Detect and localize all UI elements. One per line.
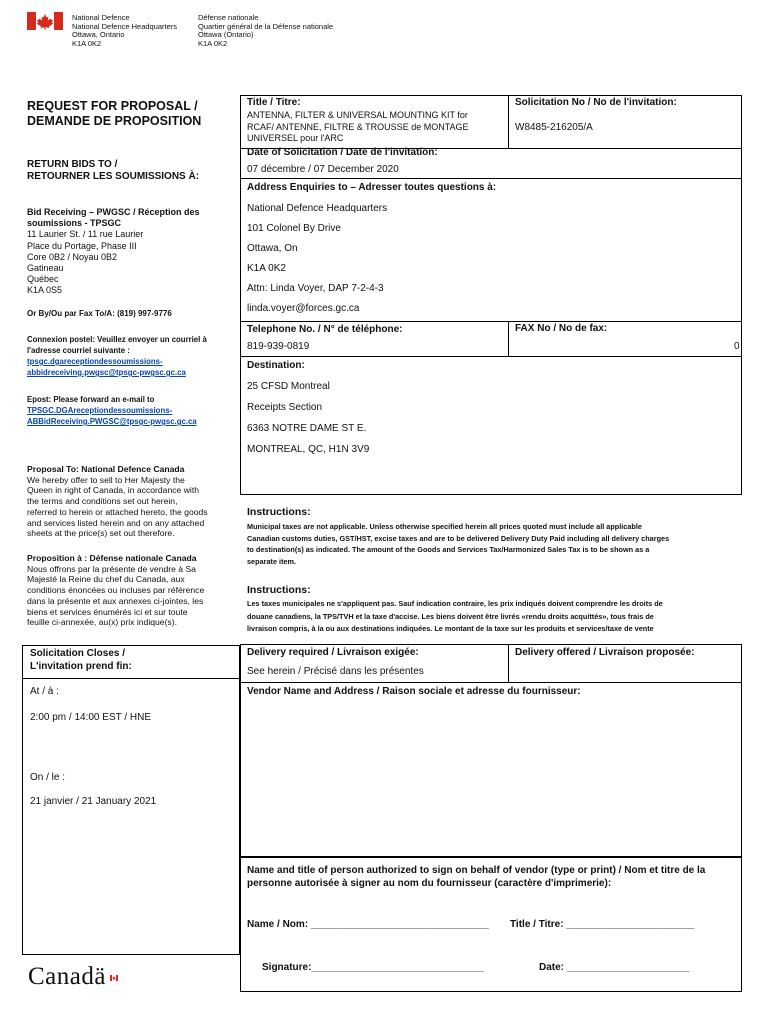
bid-receiving-address: Bid Receiving – PWGSC / Réception des soumissions - TPSGC 11 Laurier St. / 11 rue Laurier Place du Portage, Phase III Core 0B2 / Noyau 0B2 Gatineau Québec K1A 0S5 [27, 207, 200, 296]
closes-divider [22, 678, 240, 679]
solicitation-no-value: W8485-216205/A [515, 122, 593, 133]
divider [508, 321, 509, 356]
closes-time: 2:00 pm / 14:00 EST / HNE [30, 712, 151, 723]
vendor-name-address-field[interactable] [241, 700, 741, 856]
canada-wordmark-text: Canadä [28, 963, 106, 990]
delivery-offered-label: Delivery offered / Livraison proposée: [515, 647, 695, 658]
closes-date: 21 janvier / 21 January 2021 [30, 796, 157, 807]
closes-at-label: At / à : [30, 686, 59, 697]
solicitation-date-value: 07 décembre / 07 December 2020 [247, 164, 399, 175]
solicitation-no-label: Solicitation No / No de l'invitation: [515, 97, 677, 108]
connexion-postel: Connexion postel: Veuillez envoyer un courriel à l'adresse courriel suivante : tpsgc.dgareceptiondessoumissions- abbidreceiving.pwgsc@tpsgc-pwgsc.gc.ca [27, 335, 207, 377]
divider [240, 356, 742, 357]
proposition-a: Proposition à : Défense nationale Canada Nous offrons par la présente de vendre à Sa Majesté la Reine du chef du Canada, aux conditions énoncées ou incluses par référence dans la présente et aux annexes ci-jointes, les biens et services énumérés ici et sur toute feuille ci-annexée, au(x) prix indique(s). [27, 553, 205, 628]
address-enquiries-label: Address Enquiries to – Adresser toutes questions à: [247, 182, 497, 193]
header-fr: Défense nationale Quartier général de la Défense nationale Ottawa (Ontario) K1A 0K2 [198, 13, 334, 48]
address-enquiries-value: National Defence Headquarters 101 Colonel By Drive Ottawa, On K1A 0K2 Attn: Linda Voyer, DAP 7-2-4-3 linda.voyer@forces.gc.ca [247, 199, 387, 319]
title-value: ANTENNA, FILTER & UNIVERSAL MOUNTING KIT for RCAF/ ANTENNE, FILTRE & TROUSSE de MONTAGE UNIVERSEL pour l'ARC [247, 110, 469, 143]
fax-number: Or By/Ou par Fax To/A: (819) 997-9776 [27, 309, 172, 318]
delivery-required-value: See herein / Précisé dans les présentes [247, 666, 424, 677]
destination-label: Destination: [247, 360, 305, 371]
date-field[interactable]: Date: ______________________ [539, 962, 690, 973]
canada-flag-icon [27, 12, 63, 30]
signature-field[interactable]: Signature:_______________________________ [262, 962, 484, 973]
document-title: REQUEST FOR PROPOSAL / DEMANDE DE PROPOSITION [27, 99, 202, 128]
title-label: Title / Titre: [247, 97, 301, 108]
contact-email: linda.voyer@forces.gc.ca [247, 303, 360, 314]
fax-value: 0 [734, 341, 740, 352]
header-en: National Defence National Defence Headquarters Ottawa, Ontario K1A 0K2 [72, 13, 178, 48]
dept-name-fr: Défense nationale [198, 13, 259, 22]
dept-name-en: National Defence [72, 13, 130, 22]
vendor-name-address-label: Vendor Name and Address / Raison sociale et adresse du fournisseur: [247, 686, 581, 697]
delivery-required-label: Delivery required / Livraison exigée: [247, 647, 419, 658]
name-field[interactable]: Name / Nom: ________________________________ [247, 919, 489, 930]
return-bids-heading: RETURN BIDS TO / RETOURNER LES SOUMISSIONS À: [27, 159, 200, 182]
divider [508, 644, 509, 682]
instructions-fr-title: Instructions: [247, 584, 311, 596]
solicitation-closes-label: Solicitation Closes / L'invitation prend fin: [30, 648, 132, 672]
connexion-email-link[interactable]: tpsgc.dgareceptiondessoumissions- abbidreceiving.pwgsc@tpsgc-pwgsc.gc.ca [27, 357, 186, 377]
canada-wordmark [28, 963, 106, 997]
instructions-en-title: Instructions: [247, 506, 311, 518]
divider [508, 95, 509, 148]
instructions-fr-text: Les taxes municipales ne s'appliquent pas. Sauf indication contraire, les prix indiqués doivent comprendre les droits de douane canadiens, la TPS/TVH et la taxe d'accise. Les biens doivent être livrés «rendu droits acquittés», tous frais de livraison compris, à la ou aux destinations indiquées. Le montant de la taxe sur les produits et services/taxe de vente [247, 599, 663, 633]
solicitation-date-label: Date of Solicitation / Date de l'invitation: [247, 147, 438, 158]
proposal-to: Proposal To: National Defence Canada We hereby offer to sell to Her Majesty the Queen in right of Canada, in accordance with the terms and conditions set out herein, referred to herein or attached hereto, the goods and services listed herein and on any attached sheets at the price(s) set out therefore. [27, 464, 208, 539]
epost: Epost: Please forward an e-mail to TPSGC.DGAreceptiondessoumissions- ABBidReceiving.PWGSC@tpsgc-pwgsc.gc.ca [27, 395, 197, 426]
divider [240, 321, 742, 322]
epost-email-link[interactable]: TPSGC.DGAreceptiondessoumissions- ABBidReceiving.PWGSC@tpsgc-pwgsc.gc.ca [27, 406, 197, 426]
telephone-value: 819-939-0819 [247, 341, 310, 352]
instructions-en-text: Municipal taxes are not applicable. Unless otherwise specified herein all prices quoted must include all applicable Canadian customs duties, GST/HST, excise taxes and are to be delivered Delivery Duty Paid including all delivery charges to destination(s) as indicated. The amount of the Goods and Services Tax/Harmonized Sales Tax is to be shown as a separate item. [247, 522, 670, 566]
telephone-label: Telephone No. / N° de téléphone: [247, 324, 403, 335]
divider [240, 178, 742, 179]
divider [240, 682, 742, 683]
authorized-person-label: Name and title of person authorized to sign on behalf of vendor (type or print) / Nom et titre de la personne autorisée à signer au nom du fournisseur (caractère d'imprimerie): [247, 865, 706, 889]
fax-label: FAX No / No de fax: [515, 323, 608, 334]
title-field[interactable]: Title / Titre: _______________________ [510, 919, 695, 930]
destination-value: 25 CFSD Montreal Receipts Section 6363 NOTRE DAME ST E. MONTREAL, QC, H1N 3V9 [247, 381, 370, 455]
wordmark-flag-icon [110, 968, 118, 974]
closes-on-label: On / le : [30, 772, 66, 783]
